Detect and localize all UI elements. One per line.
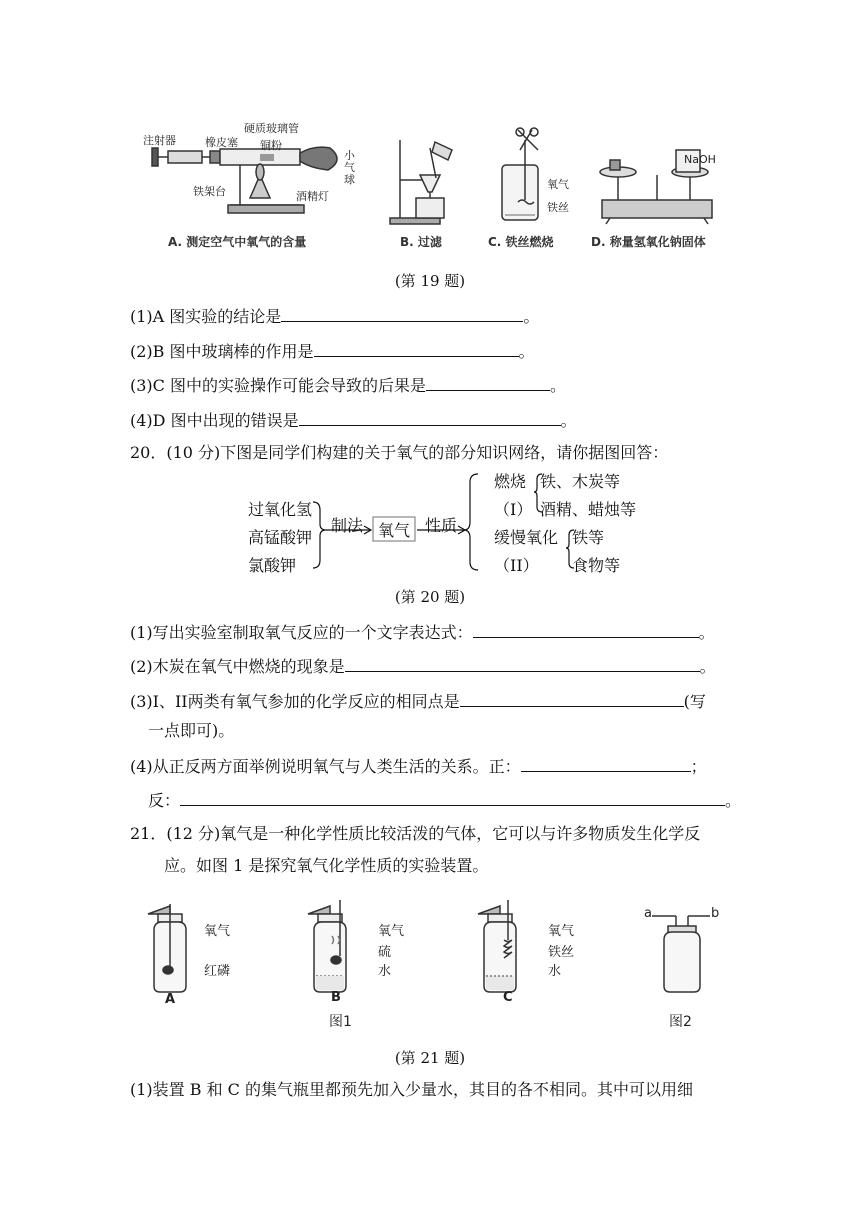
q19-item-4: (4)D 图中出现的错误是 。 xyxy=(130,411,577,430)
label-tongfen: 铜粉 xyxy=(260,139,282,152)
bottle-letter-b: B xyxy=(331,990,341,1005)
net-reactant-1: 过氧化氢 xyxy=(248,500,313,519)
q19-caption: (第 19 题) xyxy=(394,272,466,290)
q20-caption: (第 20 题) xyxy=(394,588,466,606)
q21-stem-1: 21．(12 分)氧气是一种化学性质比较活泼的气体，它可以与许多物质发生化学反 xyxy=(130,824,701,843)
label-xiao-qiqiu: 小气球 xyxy=(344,149,355,186)
q20-item-1: (1)写出实验室制取氧气反应的一个文字表达式： 。 xyxy=(130,623,715,642)
net-slow-oxidation: 缓慢氧化 xyxy=(494,528,559,547)
answer-blank[interactable] xyxy=(180,789,725,806)
q21-caption: (第 21 题) xyxy=(394,1049,466,1067)
q20-network-lines xyxy=(0,0,860,600)
net-group1: （I） xyxy=(494,500,533,519)
panel-caption-a: A. 测定空气中氧气的含量 xyxy=(168,235,307,249)
q19-item-2: (2)B 图中玻璃棒的作用是 。 xyxy=(130,342,535,361)
label-port-a: a xyxy=(644,906,652,921)
label-b-liu: 硫 xyxy=(378,945,392,960)
label-jiujingdeng: 酒精灯 xyxy=(296,190,329,203)
q20-item-2: (2)木炭在氧气中燃烧的现象是 。 xyxy=(130,657,716,676)
q20-item-3-cont: 一点即可)。 xyxy=(148,721,235,740)
bottle-letter-c: C xyxy=(503,990,513,1005)
q20-item-3: (3)I、II两类有氧气参加的化学反应的相同点是 (写 xyxy=(130,692,706,711)
label-tiesi-c: 铁丝 xyxy=(547,201,569,214)
answer-blank[interactable] xyxy=(521,755,691,772)
answer-blank[interactable] xyxy=(473,621,699,638)
label-c-tiesi: 铁丝 xyxy=(548,945,575,960)
q19-item-3: (3)C 图中的实验操作可能会导致的后果是 。 xyxy=(130,376,567,395)
panel-caption-b: B. 过滤 xyxy=(400,235,442,249)
net-slow-item-2: 食物等 xyxy=(572,556,621,575)
net-arrow1-label: 制法 xyxy=(331,516,364,535)
label-naoh: NaOH xyxy=(684,153,716,166)
q21-item-1: (1)装置 B 和 C 的集气瓶里都预先加入少量水，其目的各不相同。其中可以用细 xyxy=(130,1080,694,1099)
label-xiangpisai: 橡皮塞 xyxy=(205,136,238,149)
label-yingzhi-boliguan: 硬质玻璃管 xyxy=(244,122,299,135)
net-reactant-3: 氯酸钾 xyxy=(248,556,297,575)
label-port-b: b xyxy=(711,906,720,921)
net-comb-item-1: 铁、木炭等 xyxy=(540,472,621,491)
label-tiejiatai: 铁架台 xyxy=(193,185,226,198)
fig1-label: 图1 xyxy=(329,1014,352,1030)
net-center: 氧气 xyxy=(378,521,411,540)
label-a-yangqi: 氧气 xyxy=(204,924,231,939)
q20-item-4: (4)从正反两方面举例说明氧气与人类生活的关系。正： ； xyxy=(130,757,707,776)
q20-stem: 20．(10 分)下图是同学们构建的关于氧气的部分知识网络，请你据图回答： xyxy=(130,443,669,462)
net-group2: （II） xyxy=(494,556,539,575)
label-b-yangqi: 氧气 xyxy=(378,924,405,939)
net-combustion: 燃烧 xyxy=(494,472,527,491)
label-yangqi-c: 氧气 xyxy=(547,178,569,191)
fig2-label: 图2 xyxy=(669,1014,692,1030)
net-slow-item-1: 铁等 xyxy=(572,528,605,547)
answer-blank[interactable] xyxy=(460,690,684,707)
net-comb-item-2: 酒精、蜡烛等 xyxy=(540,500,637,519)
label-b-shui: 水 xyxy=(378,964,392,979)
answer-blank[interactable] xyxy=(345,655,700,672)
bottle-letter-a: A xyxy=(165,992,176,1007)
net-arrow2-label: 性质 xyxy=(425,516,458,535)
net-reactant-2: 高锰酸钾 xyxy=(248,528,313,547)
q19-item-1: (1)A 图实验的结论是 。 xyxy=(130,307,540,326)
q21-stem-2: 应。如图 1 是探究氧气化学性质的实验装置。 xyxy=(164,856,489,875)
panel-caption-c: C. 铁丝燃烧 xyxy=(488,235,554,249)
label-a-honglin: 红磷 xyxy=(204,964,231,979)
label-zhusheqi: 注射器 xyxy=(143,134,176,147)
label-c-yangqi: 氧气 xyxy=(548,924,575,939)
label-c-shui: 水 xyxy=(548,964,562,979)
q20-item-4-cont: 反： 。 xyxy=(148,791,742,810)
panel-caption-d: D. 称量氢氧化钠固体 xyxy=(591,235,706,249)
